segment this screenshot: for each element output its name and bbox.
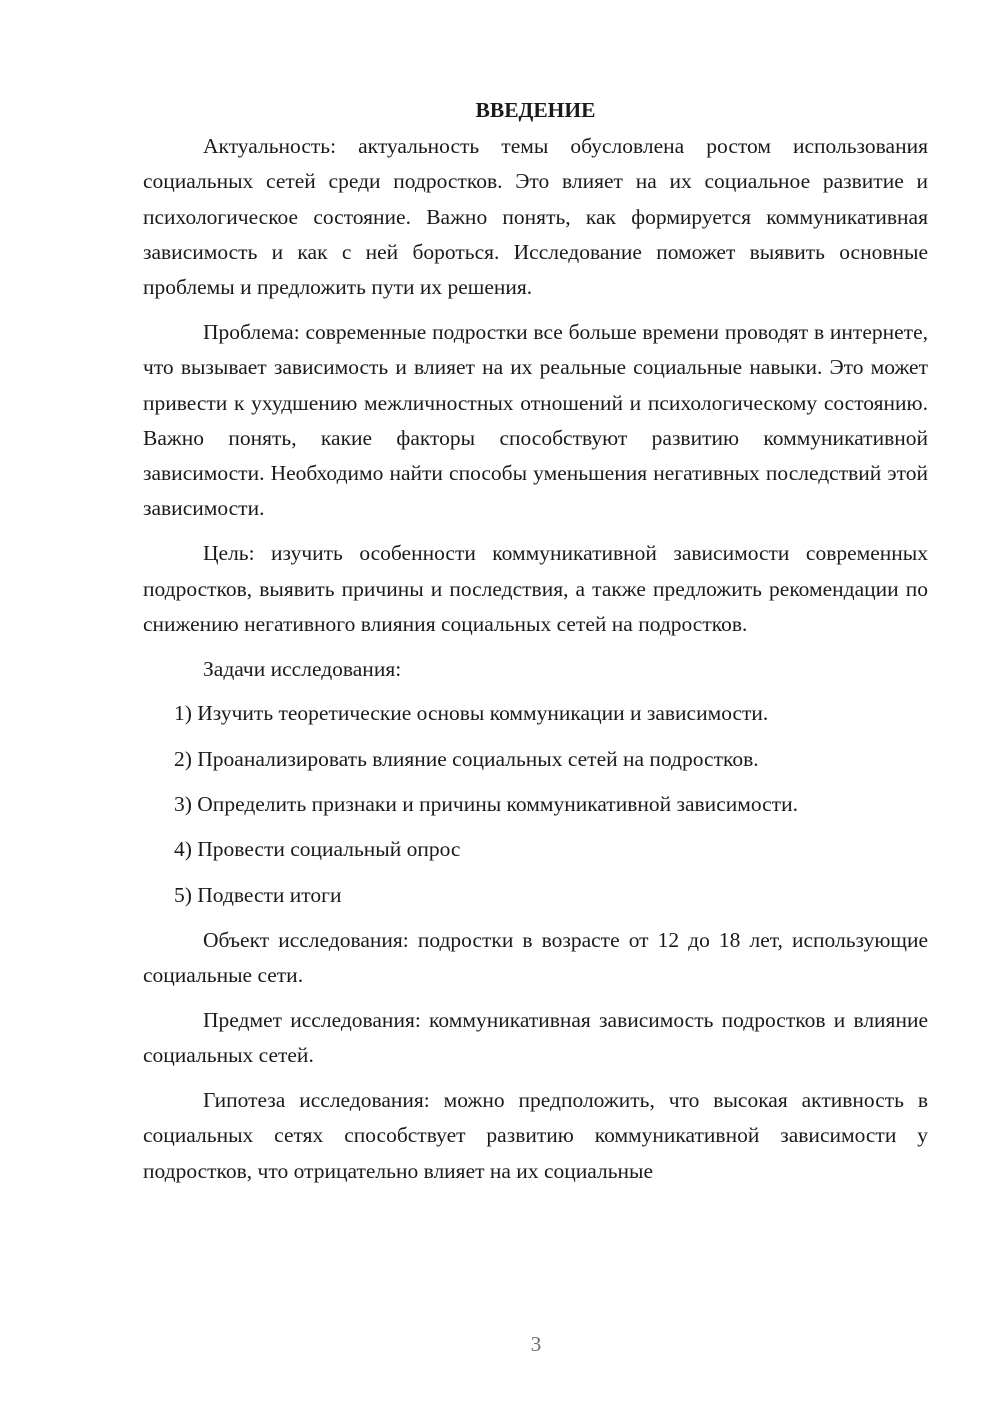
document-page (143, 93, 928, 1199)
paragraph-hypothesis: Гипотеза исследования: можно предположить, что высокая активность в социальных сетях способствует развитию коммуникативной зависимости у подростков, что отрицательно влияет на их социальные (143, 1088, 928, 1183)
task-item: 3) Определить признаки и причины коммуникативной зависимости. (174, 792, 798, 817)
tasks-heading: Задачи исследования: (203, 656, 402, 681)
task-item: 4) Провести социальный опрос (174, 837, 461, 862)
task-item: 2) Проанализировать влияние социальных сетей на подростков. (174, 746, 759, 771)
paragraph-object: Объект исследования: подростки в возрасте от 12 до 18 лет, использующие социальные сети. (143, 927, 928, 988)
paragraph-subject: Предмет исследования: коммуникативная зависимость подростков и влияние социальных сетей. (143, 1008, 928, 1068)
section-title: ВВЕДЕНИЕ (475, 98, 596, 122)
paragraph-relevance: Актуальность: актуальность темы обусловлена ростом использования социальных сетей среди подростков. Это влияет на их социальное развитие и психологическое состояние. Важно понять, как формируется коммуникативная зависимость и как с ней бороться. Исследование поможет выявить основные проблемы и предложить пути их решения. (143, 134, 928, 300)
tasks-list (143, 696, 928, 912)
task-item: 1) Изучить теоретические основы коммуникации и зависимости. (174, 701, 769, 726)
task-item: 5) Подвести итоги (174, 882, 342, 907)
paragraph-goal: Цель: изучить особенности коммуникативной зависимости современных подростков, выявить причины и последствия, а также предложить рекомендации по снижению негативного влияния социальных сетей на подростков. (143, 541, 928, 636)
paragraph-problem: Проблема: современные подростки все больше времени проводят в интернете, что вызывает зависимость и влияет на их реальные социальные навыки. Это может привести к ухудшению межличностных отношений и психологическому состоянию. Важно понять, какие факторы способствуют развитию коммуникативной зависимости. Необходимо найти способы уменьшения негативных последствий этой зависимости. (143, 319, 928, 521)
page-number: 3 (530, 1332, 542, 1356)
